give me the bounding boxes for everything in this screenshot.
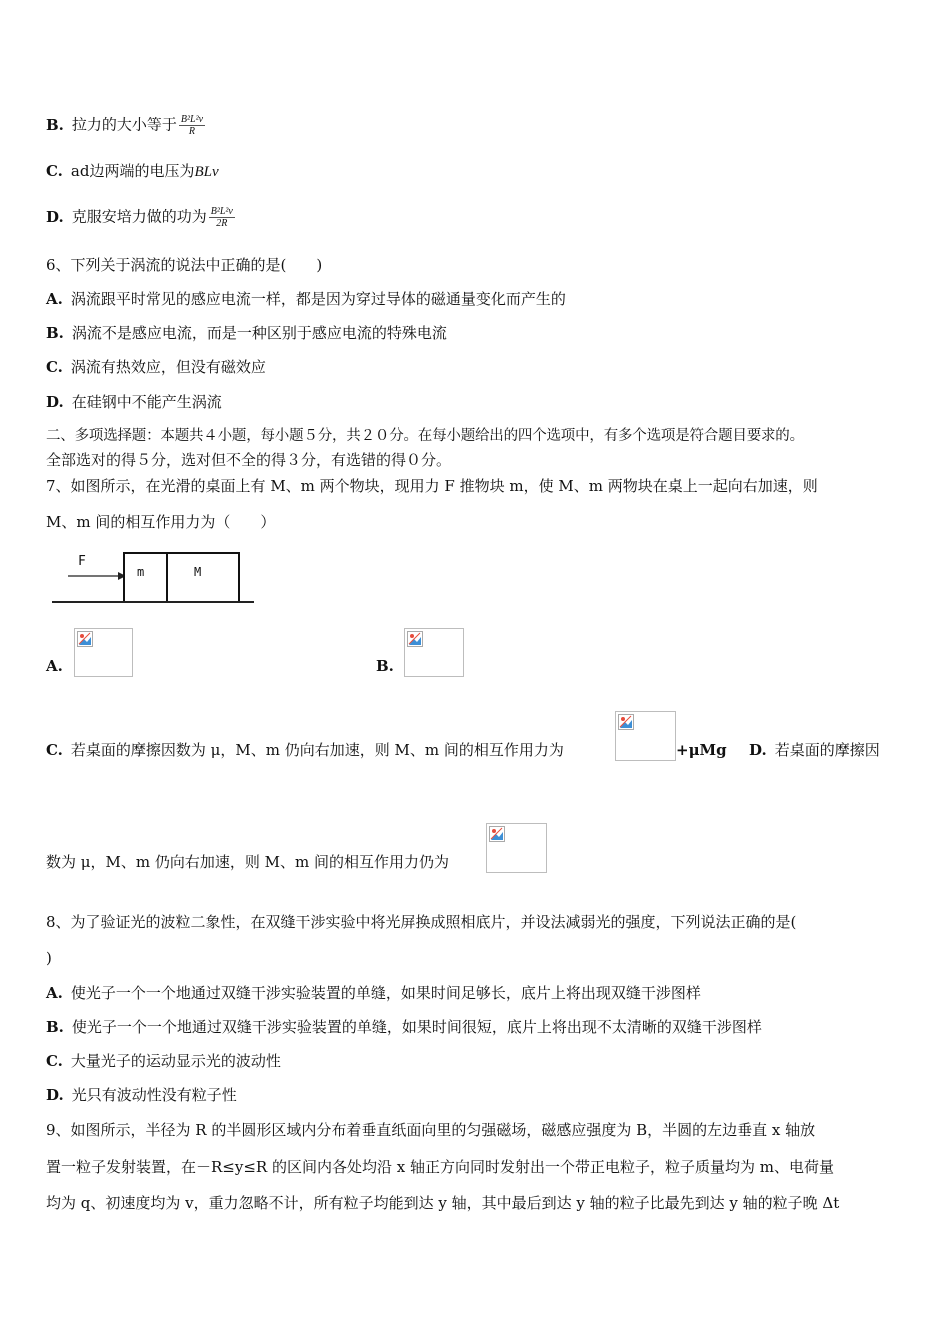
q7-stem-line1: 7、如图所示，在光滑的桌面上有 M、m 两个物块，现用力 F 推物块 m，使 M、m 两物块在桌上一起向右加速，则: [46, 477, 818, 495]
q7-option-b-image: [404, 628, 464, 677]
option-label: D.: [749, 741, 767, 759]
option-label: C.: [46, 741, 63, 759]
option-text: 在硅钢中不能产生涡流: [71, 393, 222, 411]
q5-option-b: [46, 114, 205, 137]
option-label: D.: [46, 393, 64, 411]
q5-option-c: [46, 161, 219, 182]
block-M-label: M: [194, 565, 202, 579]
section2-heading-line2: 全部选对的得５分，选对但不全的得３分，有选错的得０分。: [46, 451, 452, 469]
option-label: D.: [46, 1086, 64, 1104]
q7-option-a-image: [74, 628, 133, 677]
option-text: ad边两端的电压为: [70, 162, 195, 180]
option-text: 涡流跟平时常见的感应电流一样，都是因为穿过导体的磁通量变化而产生的: [70, 290, 566, 308]
q7-option-c-image: [615, 711, 676, 761]
fraction: [209, 206, 235, 229]
option-label: C.: [46, 162, 63, 180]
option-text: 涡流不是感应电流，而是一种区别于感应电流的特殊电流: [71, 324, 447, 342]
q9-line1: 9、如图所示，半径为 R 的半圆形区域内分布着垂直纸面向里的匀强磁场，磁感应强度为 B，半圆的左边垂直 x 轴放: [46, 1121, 816, 1139]
fraction-numerator: B²L²v: [210, 206, 233, 217]
q6-option-a: [46, 289, 566, 309]
q8-option-a: [46, 983, 701, 1003]
option-label: B.: [46, 115, 64, 134]
q6-option-d: [46, 392, 222, 412]
option-label: B.: [46, 324, 64, 342]
q7-figure: [48, 545, 258, 607]
block-m-label: m: [137, 565, 145, 579]
q7-option-a-label: A.: [46, 657, 63, 675]
option-label: B.: [46, 1018, 64, 1036]
option-text: 若桌面的摩擦因: [774, 741, 880, 759]
q8-stem-line2: ): [46, 949, 52, 967]
q8-option-c: [46, 1051, 281, 1071]
option-text: 涡流有热效应，但没有磁效应: [70, 358, 266, 376]
math-expression: BLv: [194, 164, 219, 180]
q5-option-d: [46, 206, 235, 229]
fraction-numerator: B²L²v: [180, 114, 204, 125]
fraction-denominator: 2R: [216, 218, 228, 229]
q7-stem-line2: M、m 间的相互作用力为（ ）: [46, 513, 276, 531]
option-label: A.: [46, 984, 63, 1002]
option-label: A.: [46, 290, 63, 308]
fraction: [179, 114, 205, 137]
q7-option-d-line1: [749, 740, 880, 760]
q7-option-d-line2: 数为 μ，M、m 仍向右加速，则 M、m 间的相互作用力仍为: [46, 853, 449, 871]
broken-image-icon: [618, 714, 634, 730]
option-text: 克服安培力做的功为: [71, 207, 207, 226]
option-label: D.: [46, 207, 64, 226]
fraction-denominator: R: [188, 126, 196, 137]
broken-image-icon: [407, 631, 423, 647]
q7-option-c: [46, 740, 564, 760]
q8-option-d: [46, 1085, 237, 1105]
option-label: C.: [46, 1052, 63, 1070]
option-label: C.: [46, 358, 63, 376]
q7-option-b-label: B.: [376, 657, 394, 675]
q9-line3: 均为 q、初速度均为 v，重力忽略不计，所有粒子均能到达 y 轴，其中最后到达 y 轴的粒子比最先到达 y 轴的粒子晚 Δt: [46, 1194, 840, 1212]
option-text: 拉力的大小等于: [71, 115, 177, 134]
block-m: [124, 553, 167, 602]
broken-image-icon: [489, 826, 505, 842]
q7-option-c-tail: +μMg: [676, 741, 727, 759]
q7-option-d-image: [486, 823, 547, 873]
option-text: 使光子一个一个地通过双缝干涉实验装置的单缝，如果时间很短，底片上将出现不太清晰的双缝干涉图样: [71, 1018, 762, 1036]
section2-heading-line1: 二、多项选择题：本题共４小题，每小题５分，共２０分。在每小题给出的四个选项中，有多个选项是符合题目要求的。: [46, 428, 804, 444]
q6-option-b: [46, 323, 447, 343]
q8-stem-line1: 8、为了验证光的波粒二象性，在双缝干涉实验中将光屏换成照相底片，并设法减弱光的强度，下列说法正确的是(: [46, 913, 797, 931]
q6-stem: 6、下列关于涡流的说法中正确的是( ): [46, 256, 323, 274]
option-text: 使光子一个一个地通过双缝干涉实验装置的单缝，如果时间足够长，底片上将出现双缝干涉图样: [70, 984, 701, 1002]
q9-line2: 置一粒子发射装置，在－R≤y≤R 的区间内各处均沿 x 轴正方向同时发射出一个带正电粒子，粒子质量均为 m、电荷量: [46, 1158, 834, 1176]
option-text: 光只有波动性没有粒子性: [71, 1086, 237, 1104]
force-label: F: [78, 554, 86, 569]
q8-option-b: [46, 1017, 762, 1037]
option-text: 大量光子的运动显示光的波动性: [70, 1052, 281, 1070]
block-M: [167, 553, 239, 602]
option-text: 若桌面的摩擦因数为 μ，M、m 仍向右加速，则 M、m 间的相互作用力为: [70, 741, 564, 759]
q6-option-c: [46, 357, 266, 377]
broken-image-icon: [77, 631, 93, 647]
